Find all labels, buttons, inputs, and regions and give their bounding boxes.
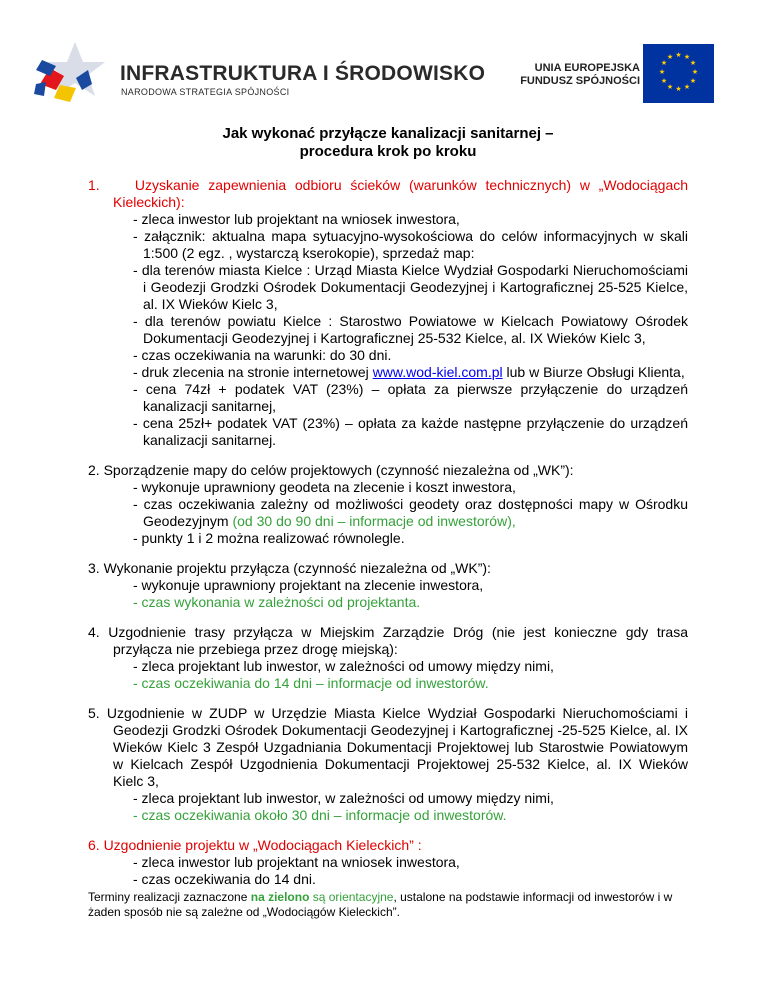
section-2-heading: 2. Sporządzenie mapy do celów projektowych (czynność niezależna od „WK”): [88,462,574,478]
document-body [88,125,688,920]
wod-kiel-website-link[interactable]: www.wod-kiel.com.pl [372,364,503,380]
infrastruktura-star-logo-icon [30,40,120,110]
section-1 [88,177,688,449]
footer-note [88,890,688,920]
eu-flag-icon [643,44,714,103]
section-5 [88,705,688,824]
section-5-item: - zleca projektant lub inwestor, w zależności od umowy między nimi, [133,790,554,806]
section-1-item [133,364,688,381]
section-1-item: - cena 74zł + podatek VAT (23%) – opłata za pierwsze przyłączenie do urządzeń kanalizacji sanitarnej, [133,381,688,414]
section-5-green-note: - czas oczekiwania około 30 dni – informacje od inwestorów. [133,807,507,823]
svg-text:★: ★ [689,59,697,67]
section-1-item-text: - druk zlecenia na stronie internetowej [133,364,373,380]
svg-text:★: ★ [660,77,668,85]
footer-text: , ustalone na podstawie informacji od inwestorów i w żaden sposób nie są zależne od „Wodociągów Kieleckich”. [88,890,673,919]
section-3-green-note: - czas wykonania w zależności od projektanta. [133,594,421,610]
section-1-heading-text: Uzyskanie zapewnienia odbioru ścieków (warunków technicznych) w „Wodociągach Kieleckich): [113,177,689,210]
section-2-item [133,496,688,530]
section-6 [88,837,688,888]
footer-green-bold: na zielono [250,890,310,904]
svg-text:★: ★ [675,85,682,93]
footer-green: są orientacyjne [309,890,394,904]
section-2 [88,462,688,547]
svg-text:★: ★ [660,59,668,67]
eu-line-2: FUNDUSZ SPÓJNOŚCI [520,75,640,87]
section-3 [88,560,688,611]
section-2-item: - punkty 1 i 2 można realizować równolegle. [133,530,405,546]
section-1-item-text: lub w Biurze Obsługi Klienta, [502,364,685,380]
section-1-item: - cena 25zł+ podatek VAT (23%) – opłata za każde następne przyłączenie do urządzeń kanalizacji sanitarnej. [133,415,688,448]
svg-text:★: ★ [689,77,697,85]
eu-label [520,62,640,88]
svg-text:★: ★ [658,68,666,76]
section-6-heading: 6. Uzgodnienie projektu w „Wodociągach Kieleckich” : [88,837,422,853]
document-header [0,0,768,110]
section-1-item: - czas oczekiwania na warunki: do 30 dni. [133,347,392,363]
section-2-item: - wykonuje uprawniony geodeta na zlecenie i koszt inwestora, [133,479,516,495]
section-2-item-text: - czas oczekiwania zależny od możliwości geodety oraz dostępności mapy w Ośrodku Geodezyjnym [133,496,688,529]
section-6-item: - zleca inwestor lub projektant na wniosek inwestora, [133,854,460,870]
section-4-green-note: - czas oczekiwania do 14 dni – informacje od inwestorów. [133,675,489,691]
section-4-heading: 4. Uzgodnienie trasy przyłącza w Miejskim Zarządzie Dróg (nie jest konieczne gdy trasa przyłącza nie przebiega przez drogę miejską): [88,624,688,657]
section-1-item: - załącznik: aktualna mapa sytuacyjno-wysokościowa do celów informacyjnych w skali 1:500 (2 egz. , wystarczą kserokopie), sprzedaż map: [133,228,688,261]
section-4 [88,624,688,692]
svg-text:★: ★ [675,51,682,59]
brand-title: INFRASTRUKTURA I ŚRODOWISKO [120,62,486,85]
footer-text: Terminy realizacji zaznaczone [88,890,251,904]
section-1-heading [88,177,688,211]
svg-text:★: ★ [666,83,674,91]
svg-text:★: ★ [683,83,691,91]
section-6-item: - czas oczekiwania do 14 dni. [133,871,316,887]
section-1-item: - dla terenów miasta Kielce : Urząd Miasta Kielce Wydział Gospodarki Nieruchomościami i Geodezji Grodzki Ośrodek Dokumentacji Geodezyjnej i Kartograficznej 25-525 Kielce, al. IX Wieków Kielc 3, [133,262,688,312]
svg-text:★: ★ [683,53,691,61]
title-line-2: procedura krok po kroku [299,143,477,160]
section-1-item: - zleca inwestor lub projektant na wniosek inwestora, [133,211,460,227]
section-2-green-note: (od 30 do 90 dni – informacje od inwestorów), [232,513,516,529]
section-1-item: - dla terenów powiatu Kielce : Starostwo Powiatowe w Kielcach Powiatowy Ośrodek Dokumentacji Geodezyjnej i Kartograficznej 25-532 Kielce, al. IX Wieków Kielc 3, [133,313,688,346]
page-title [88,125,688,161]
svg-text:★: ★ [691,68,699,76]
section-3-item: - wykonuje uprawniony projektant na zlecenie inwestora, [133,577,484,593]
svg-text:★: ★ [666,53,674,61]
section-5-heading: 5. Uzgodnienie w ZUDP w Urzędzie Miasta Kielce Wydział Gospodarki Nieruchomościami i Geodezji Grodzki Ośrodek Dokumentacji Geodezyjnej i Kartograficznej -25-525 Kielce, al. IX Wieków Kielc 3 Zespół Uzgadniania Dokumentacji Projektowej lub Starostwie Powiatowym w Kielcach Zespół Uzgodnienia Dokumentacji Projektowej 25-532 Kielce, al. IX Wieków Kielc 3, [88,705,688,789]
section-1-number: 1. [88,177,100,193]
eu-line-1: UNIA EUROPEJSKA [534,62,640,74]
title-line-1: Jak wykonać przyłącze kanalizacji sanitarnej – [222,125,554,142]
section-3-heading: 3. Wykonanie projektu przyłącza (czynność niezależna od „WK”): [88,560,491,576]
brand-subtitle: NARODOWA STRATEGIA SPÓJNOŚCI [121,87,290,97]
section-4-item: - zleca projektant lub inwestor, w zależności od umowy między nimi, [133,658,554,674]
